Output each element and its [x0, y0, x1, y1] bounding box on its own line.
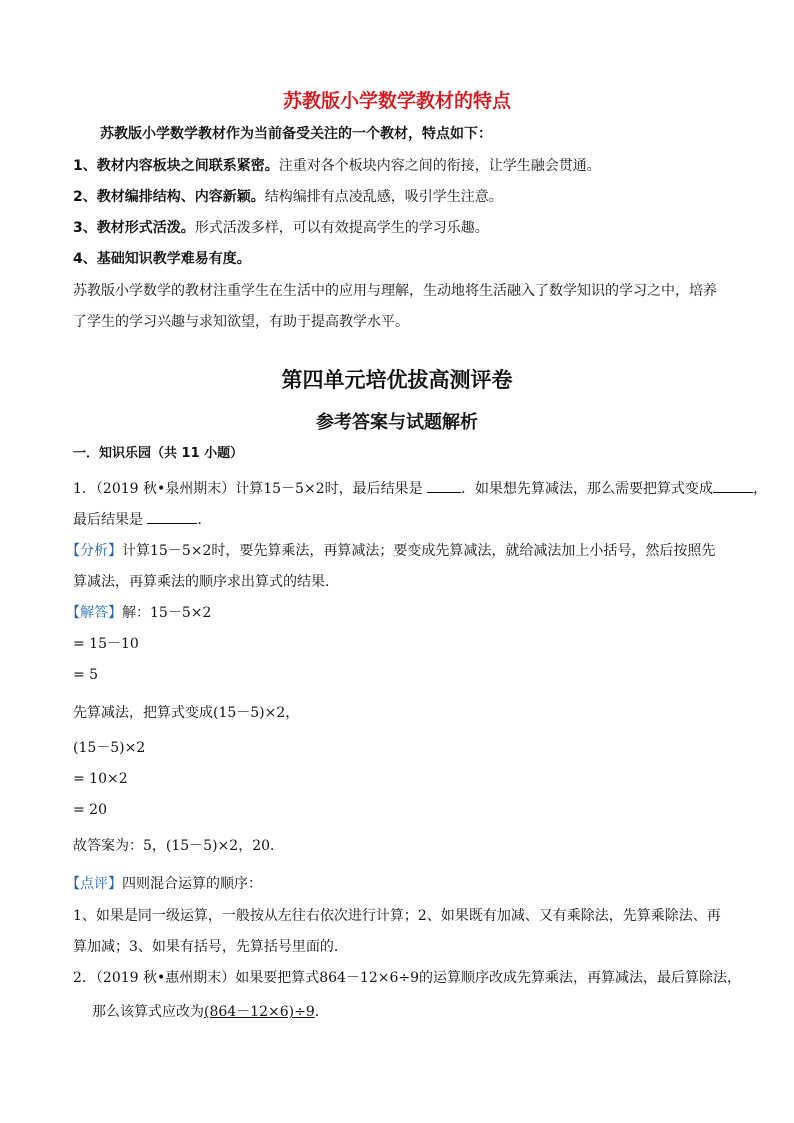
q1-step: = 15－10 [73, 636, 139, 652]
intro-summary-line-1: 苏教版小学数学的教材注重学生在生活中的应用与理解，生动地将生活融入了数学知识的学习之中，培养 [73, 283, 717, 299]
analysis-tag: 【分析】 [66, 543, 122, 559]
exam-subtitle: 参考答案与试题解析 [316, 412, 478, 433]
answer-tag: 【解答】 [66, 605, 122, 621]
q1-analysis-line-2: 算减法，再算乘法的顺序求出算式的结果． [73, 574, 339, 590]
answer-blank [713, 478, 753, 493]
answer-blank [427, 478, 461, 493]
q1-step: = 5 [73, 667, 99, 683]
intro-title: 苏教版小学数学教材的特点 [282, 90, 511, 112]
comment-tag: 【点评】 [66, 876, 122, 892]
intro-point-1: 1、教材内容板块之间联系紧密。注重对各个板块内容之间的衔接，让学生融会贯通。 [73, 158, 601, 174]
q1-line-1: 1．（2019 秋•泉州期末）计算15－5×2时，最后结果是 ．如果想先算减法，那么需要把算式变成 ， [73, 478, 733, 499]
exam-title: 第四单元培优拔高测评卷 [281, 367, 513, 392]
section-heading: 一．知识乐园（共 11 小题） [73, 446, 244, 461]
q2-answer: (864－12×6)÷9 [204, 1004, 315, 1020]
intro-point-3: 3、教材形式活泼。形式活泼多样，可以有效提高学生的学习乐趣。 [73, 220, 489, 236]
q1-step: = 20 [73, 802, 107, 818]
q2-line-2: 那么该算式应改为(864－12×6)÷9． [92, 1004, 329, 1020]
intro-lead: 苏教版小学数学教材作为当前备受关注的一个教材，特点如下： [100, 126, 492, 142]
answer-blank [147, 509, 197, 524]
q2-line-1: 2．（2019 秋•惠州期末）如果要把算式864－12×6÷9的运算顺序改成先算乘法，再算减法，最后算除法， [73, 970, 742, 986]
q1-mid: 先算减法，把算式变成(15－5)×2， [73, 705, 300, 721]
q1-step: (15－5)×2 [73, 740, 146, 756]
q1-final-answer: 故答案为：5，(15－5)×2，20． [73, 838, 285, 854]
q1-answer-line: 【解答】解：15－5×2 [66, 605, 212, 621]
intro-point-4: 4、基础知识教学难易有度。 [73, 251, 251, 267]
q1-comment-line-1: 1、如果是同一级运算，一般按从左往右依次进行计算；2、如果既有加减、又有乘除法，先算乘除法、再 [73, 908, 721, 924]
q1-analysis-line-1: 【分析】计算15－5×2时，要先算乘法，再算减法；要变成先算减法，就给减法加上小括号，然后按照先 [66, 543, 716, 559]
q1-comment-line-2: 算加减；3、如果有括号，先算括号里面的． [73, 939, 348, 955]
q1-line-2: 最后结果是 ． [73, 509, 733, 530]
q1-comment-line: 【点评】四则混合运算的顺序： [66, 876, 262, 892]
intro-summary-line-2: 了学生的学习兴趣与求知欲望，有助于提高教学水平。 [73, 314, 409, 330]
q1-step: = 10×2 [73, 771, 128, 787]
intro-point-2: 2、教材编排结构、内容新颖。结构编排有点凌乱感，吸引学生注意。 [73, 189, 503, 205]
